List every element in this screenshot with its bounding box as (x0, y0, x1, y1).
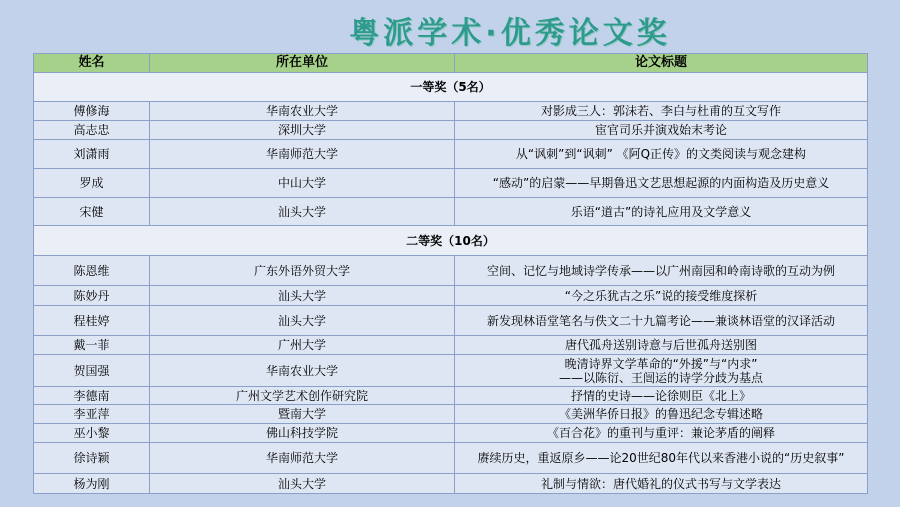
unit-cell: 广州大学 (150, 336, 455, 355)
paper-title-cell: 赓续历史，重返原乡——论20世纪80年代以来香港小说的“历史叙事” (455, 443, 868, 474)
unit-cell: 汕头大学 (150, 198, 455, 226)
paper-title-cell: 《百合花》的重刊与重评：兼论茅盾的阐释 (455, 424, 868, 443)
author-cell: 陈恩维 (34, 256, 150, 286)
unit-cell: 中山大学 (150, 169, 455, 198)
paper-title-cell: 抒情的史诗——论徐则臣《北上》 (455, 387, 868, 405)
paper-title-cell: 乐语“道古”的诗礼应用及文学意义 (455, 198, 868, 226)
column-header-name: 姓名 (34, 54, 150, 73)
paper-title-cell: 宦官司乐并演戏始末考论 (455, 121, 868, 140)
column-header-unit: 所在单位 (150, 54, 455, 73)
author-cell: 刘潇雨 (34, 140, 150, 169)
section-label: 一等奖（5名） (34, 73, 868, 102)
unit-cell: 广州文学艺术创作研究院 (150, 387, 455, 405)
awards-table (33, 53, 868, 494)
unit-cell: 华南师范大学 (150, 443, 455, 474)
table-row (34, 355, 868, 387)
table-row (34, 256, 868, 286)
paper-title-cell: “感动”的启蒙——早期鲁迅文艺思想起源的内面构造及历史意义 (455, 169, 868, 198)
author-cell: 程桂婷 (34, 306, 150, 336)
paper-title-cell: 《美洲华侨日报》的鲁迅纪念专辑述略 (455, 405, 868, 424)
table-row (34, 405, 868, 424)
paper-title-cell: 唐代孤舟送别诗意与后世孤舟送别图 (455, 336, 868, 355)
table-row (34, 424, 868, 443)
unit-cell: 华南农业大学 (150, 102, 455, 121)
author-cell: 李亚萍 (34, 405, 150, 424)
unit-cell: 深圳大学 (150, 121, 455, 140)
paper-title-cell: 空间、记忆与地域诗学传承——以广州南园和岭南诗歌的互动为例 (455, 256, 868, 286)
page-title: 粤派学术·优秀论文奖 (349, 16, 671, 51)
author-cell: 巫小黎 (34, 424, 150, 443)
paper-title-cell: 礼制与情欲：唐代婚礼的仪式书写与文学表达 (455, 474, 868, 494)
table-row (34, 387, 868, 405)
header-row (34, 54, 868, 73)
section-label: 二等奖（10名） (34, 226, 868, 256)
table-row (34, 474, 868, 494)
unit-cell: 广东外语外贸大学 (150, 256, 455, 286)
paper-title-cell: 新发现林语堂笔名与佚文二十九篇考论——兼谈林语堂的汉译活动 (455, 306, 868, 336)
paper-title-line-2: ——以陈衍、王闿运的诗学分歧为基点 (558, 370, 763, 385)
section-row (34, 73, 868, 102)
author-cell: 徐诗颖 (34, 443, 150, 474)
unit-cell: 佛山科技学院 (150, 424, 455, 443)
author-cell: 高志忠 (34, 121, 150, 140)
unit-cell: 华南师范大学 (150, 140, 455, 169)
table-row (34, 169, 868, 198)
author-cell: 罗成 (34, 169, 150, 198)
table-row (34, 286, 868, 306)
author-cell: 陈妙丹 (34, 286, 150, 306)
paper-title-cell: 从“讽刺”到“讽刺” 《阿Q正传》的文类阅读与观念建构 (455, 140, 868, 169)
table-row (34, 140, 868, 169)
author-cell: 李德南 (34, 387, 150, 405)
column-header-title: 论文标题 (455, 54, 868, 73)
author-cell: 宋健 (34, 198, 150, 226)
table-row (34, 306, 868, 336)
table-row (34, 443, 868, 474)
paper-title-cell: 对影成三人：郭沫若、李白与杜甫的互文写作 (455, 102, 868, 121)
unit-cell: 华南农业大学 (150, 355, 455, 387)
section-row (34, 226, 868, 256)
unit-cell: 汕头大学 (150, 306, 455, 336)
table-row (34, 336, 868, 355)
author-cell: 杨为刚 (34, 474, 150, 494)
paper-title-cell (455, 355, 868, 387)
table-row (34, 121, 868, 140)
author-cell: 傅修海 (34, 102, 150, 121)
table-row (34, 198, 868, 226)
table-row (34, 102, 868, 121)
paper-title-line-1: 晚清诗界文学革命的“外援”与“内求” (564, 356, 758, 371)
unit-cell: 汕头大学 (150, 286, 455, 306)
unit-cell: 汕头大学 (150, 474, 455, 494)
paper-title-cell: “今之乐犹古之乐”说的接受维度探析 (455, 286, 868, 306)
author-cell: 戴一菲 (34, 336, 150, 355)
unit-cell: 暨南大学 (150, 405, 455, 424)
author-cell: 贺国强 (34, 355, 150, 387)
